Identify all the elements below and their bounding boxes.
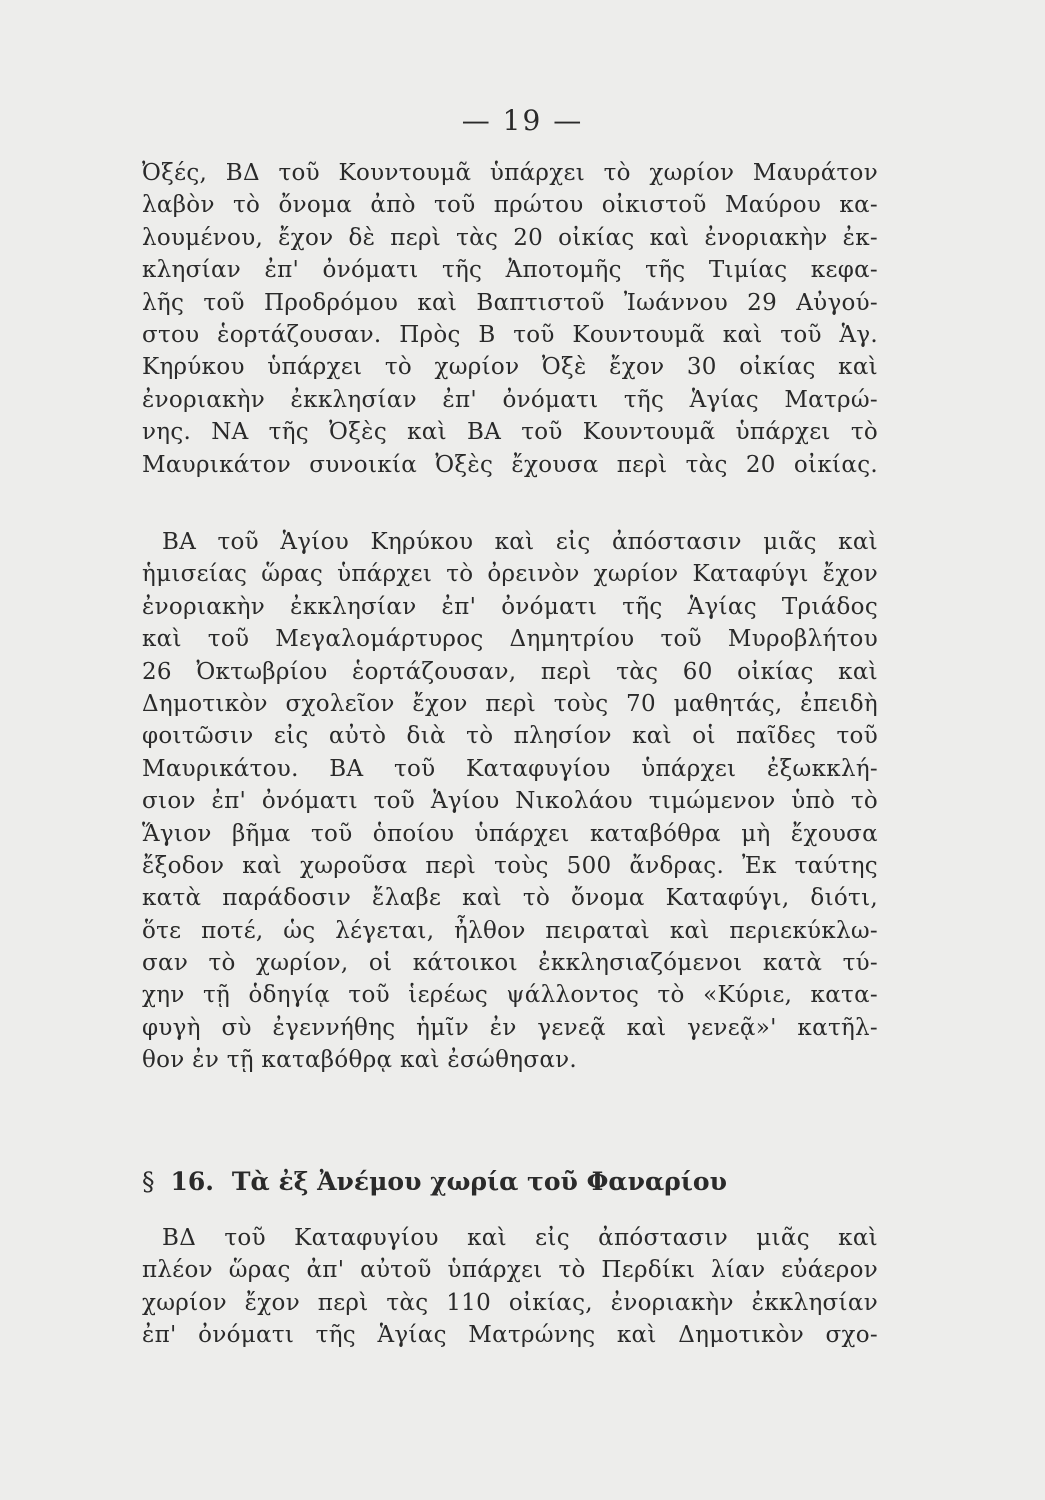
- text-line: πλέον ὥρας ἀπ' αὐτοῦ ὑπάρχει τὸ Περδίκι λίαν εὐάερον: [142, 1257, 878, 1284]
- text-line: ἐνοριακὴν ἐκκλησίαν ἐπ' ὀνόματι τῆς Ἁγίας Ματρώ-: [142, 386, 878, 413]
- text-line: νης. ΝΑ τῆς Ὀξὲς καὶ ΒΑ τοῦ Κουντουμᾶ ὑπάρχει τὸ: [142, 419, 878, 446]
- text-line: 26 Ὀκτωβρίου ἑορτάζουσαν, περὶ τὰς 60 οἰκίας καὶ: [142, 658, 878, 685]
- text-line: Ἅγιον βῆμα τοῦ ὁποίου ὑπάρχει καταβόθρα μὴ ἔχουσα: [142, 820, 878, 847]
- text-line: ἐνοριακὴν ἐκκλησίαν ἐπ' ὀνόματι τῆς Ἁγίας Τριάδος: [142, 593, 878, 620]
- text-line: λαβὸν τὸ ὄνομα ἀπὸ τοῦ πρώτου οἰκιστοῦ Μαύρου κα-: [142, 192, 878, 219]
- text-line: ὅτε ποτέ, ὡς λέγεται, ἦλθον πειραταὶ καὶ περιεκύκλω-: [142, 917, 878, 944]
- paragraph-2: [142, 526, 878, 1077]
- text-line: σαν τὸ χωρίον, οἱ κάτοικοι ἐκκλησιαζόμενοι κατὰ τύ-: [142, 950, 878, 977]
- text-line: ΒΔ τοῦ Καταφυγίου καὶ εἰς ἀπόστασιν μιᾶς καὶ: [162, 1225, 878, 1251]
- text-line: λῆς τοῦ Προδρόμου καὶ Βαπτιστοῦ Ἰωάννου 29 Αὐγού-: [142, 289, 878, 316]
- paragraph-3: [142, 1222, 878, 1352]
- paragraph-1: [142, 157, 878, 481]
- page-number: — 19 —: [461, 104, 584, 137]
- section-heading: [142, 1165, 878, 1199]
- text-line: καὶ τοῦ Μεγαλομάρτυρος Δημητρίου τοῦ Μυροβλήτου: [142, 626, 878, 653]
- text-line: Κηρύκου ὑπάρχει τὸ χωρίον Ὀξὲ ἔχον 30 οἰκίας καὶ: [142, 354, 878, 381]
- text-line: λουμένου, ἔχον δὲ περὶ τὰς 20 οἰκίας καὶ ἐνοριακὴν ἐκ-: [142, 224, 878, 251]
- text-line: κατὰ παράδοσιν ἔλαβε καὶ τὸ ὄνομα Καταφύγι, διότι,: [142, 885, 878, 912]
- text-line: ἐπ' ὀνόματι τῆς Ἁγίας Ματρώνης καὶ Δημοτικὸν σχο-: [142, 1322, 878, 1349]
- text-line: Δημοτικὸν σχολεῖον ἔχον περὶ τοὺς 70 μαθητάς, ἐπειδὴ: [142, 690, 878, 717]
- text-line: φοιτῶσιν εἰς αὐτὸ διὰ τὸ πλησίον καὶ οἱ παῖδες τοῦ: [142, 723, 878, 750]
- text-line: ἔξοδον καὶ χωροῦσα περὶ τοὺς 500 ἄνδρας. Ἐκ ταύτης: [142, 852, 878, 879]
- text-line: χην τῇ ὁδηγίᾳ τοῦ ἱερέως ψάλλοντος τὸ «Κύριε, κατα-: [142, 982, 878, 1009]
- text-line: σιον ἐπ' ὀνόματι τοῦ Ἁγίου Νικολάου τιμώμενον ὑπὸ τὸ: [142, 788, 878, 815]
- text-line: κλησίαν ἐπ' ὀνόματι τῆς Ἀποτομῆς τῆς Τιμίας κεφα-: [142, 257, 878, 284]
- section-sign: §: [142, 1167, 155, 1196]
- section-title: Τὰ ἐξ Ἀνέμου χωρία τοῦ Φαναρίου: [231, 1167, 727, 1196]
- text-line: θον ἐν τῇ καταβόθρᾳ καὶ ἐσώθησαν.: [142, 1047, 578, 1074]
- text-line: φυγὴ σὺ ἐγεννήθης ἡμῖν ἐν γενεᾷ καὶ γενεᾷ»' κατῆλ-: [142, 1014, 878, 1041]
- text-line: χωρίον ἔχον περὶ τὰς 110 οἰκίας, ἐνοριακὴν ἐκκλησίαν: [142, 1289, 878, 1316]
- text-line: στου ἑορτάζουσαν. Πρὸς Β τοῦ Κουντουμᾶ καὶ τοῦ Ἁγ.: [142, 321, 878, 348]
- text-line: ἡμισείας ὥρας ὑπάρχει τὸ ὀρεινὸν χωρίον Καταφύγι ἔχον: [142, 561, 878, 588]
- text-line: Ὀξές, ΒΔ τοῦ Κουντουμᾶ ὑπάρχει τὸ χωρίον Μαυράτον: [142, 160, 878, 186]
- text-line: Μαυρικάτου. ΒΑ τοῦ Καταφυγίου ὑπάρχει ἐξωκκλή-: [142, 755, 878, 782]
- text-line: ΒΑ τοῦ Ἁγίου Κηρύκου καὶ εἰς ἀπόστασιν μιᾶς καὶ: [162, 529, 878, 555]
- section-number: 16.: [170, 1167, 214, 1196]
- text-line: Μαυρικάτον συνοικία Ὀξὲς ἔχουσα περὶ τὰς 20 οἰκίας.: [142, 451, 878, 478]
